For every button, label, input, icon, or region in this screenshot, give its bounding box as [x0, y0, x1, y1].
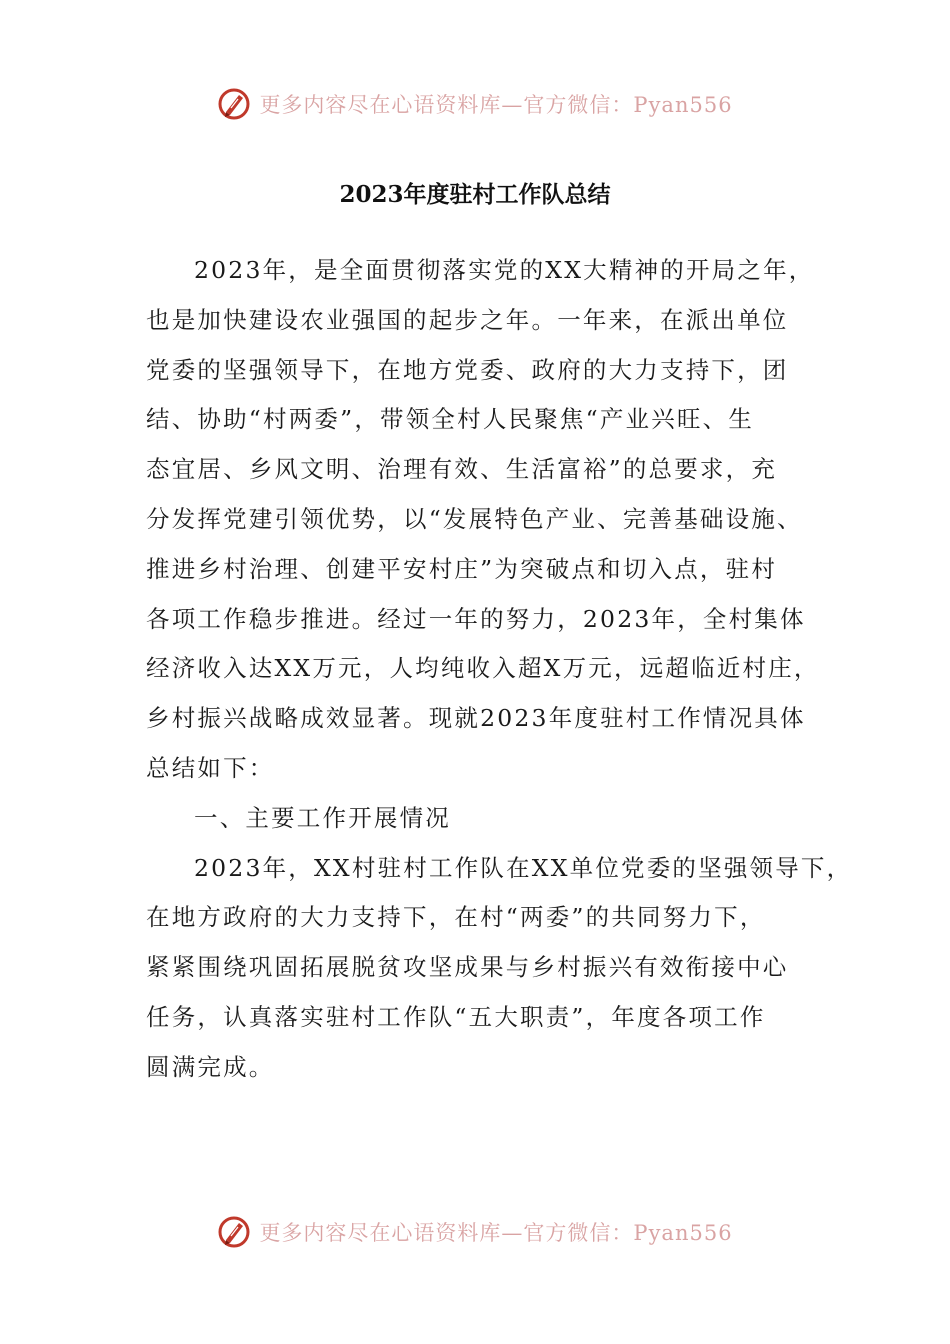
watermark-text: 更多内容尽在心语资料库—官方微信：Pyan556 — [259, 1221, 733, 1245]
body-line: 经济收入达XX万元，人均纯收入超X万元，远超临近村庄， — [146, 654, 820, 683]
body-line: 党委的坚强领导下，在地方党委、政府的大力支持下，团 — [146, 355, 789, 384]
body-line: 圆满完成。 — [146, 1052, 275, 1081]
body-line: 推进乡村治理、创建平安村庄”为突破点和切入点，驻村 — [146, 554, 778, 583]
body-line: 2023年，是全面贯彻落实党的XX大精神的开局之年， — [194, 256, 815, 284]
watermark-footer — [0, 1210, 950, 1254]
document-body — [146, 246, 853, 1093]
body-line: 在地方政府的大力支持下，在村“两委”的共同努力下， — [146, 903, 766, 932]
section-heading: 一、主要工作开展情况 — [194, 803, 451, 832]
body-line: 也是加快建设农业强国的起步之年。一年来，在派出单位 — [146, 305, 789, 334]
body-line: 乡村振兴战略成效显著。现就2023年度驻村工作情况具体 — [146, 704, 806, 733]
pen-nib-logo-icon — [217, 1215, 251, 1249]
body-line: 分发挥党建引领优势，以“发展特色产业、完善基础设施、 — [146, 504, 803, 533]
body-line: 态宜居、乡风文明、治理有效、生活富裕”的总要求，充 — [146, 455, 778, 484]
body-line: 结、协助“村两委”，带领全村人民聚焦“产业兴旺、生 — [146, 405, 755, 434]
body-line: 紧紧围绕巩固拓展脱贫攻坚成果与乡村振兴有效衔接中心 — [146, 953, 789, 982]
watermark-header — [0, 82, 950, 126]
pen-nib-logo-icon — [217, 87, 251, 121]
body-line: 总结如下： — [146, 753, 275, 782]
document-title: 2023年度驻村工作队总结 — [339, 181, 611, 208]
body-line: 任务，认真落实驻村工作队“五大职责”，年度各项工作 — [146, 1002, 766, 1031]
body-line: 各项工作稳步推进。经过一年的努力，2023年，全村集体 — [146, 604, 806, 633]
body-line: 2023年，XX村驻村工作队在XX单位党委的坚强领导下， — [194, 853, 853, 882]
watermark-text: 更多内容尽在心语资料库—官方微信：Pyan556 — [259, 93, 733, 117]
